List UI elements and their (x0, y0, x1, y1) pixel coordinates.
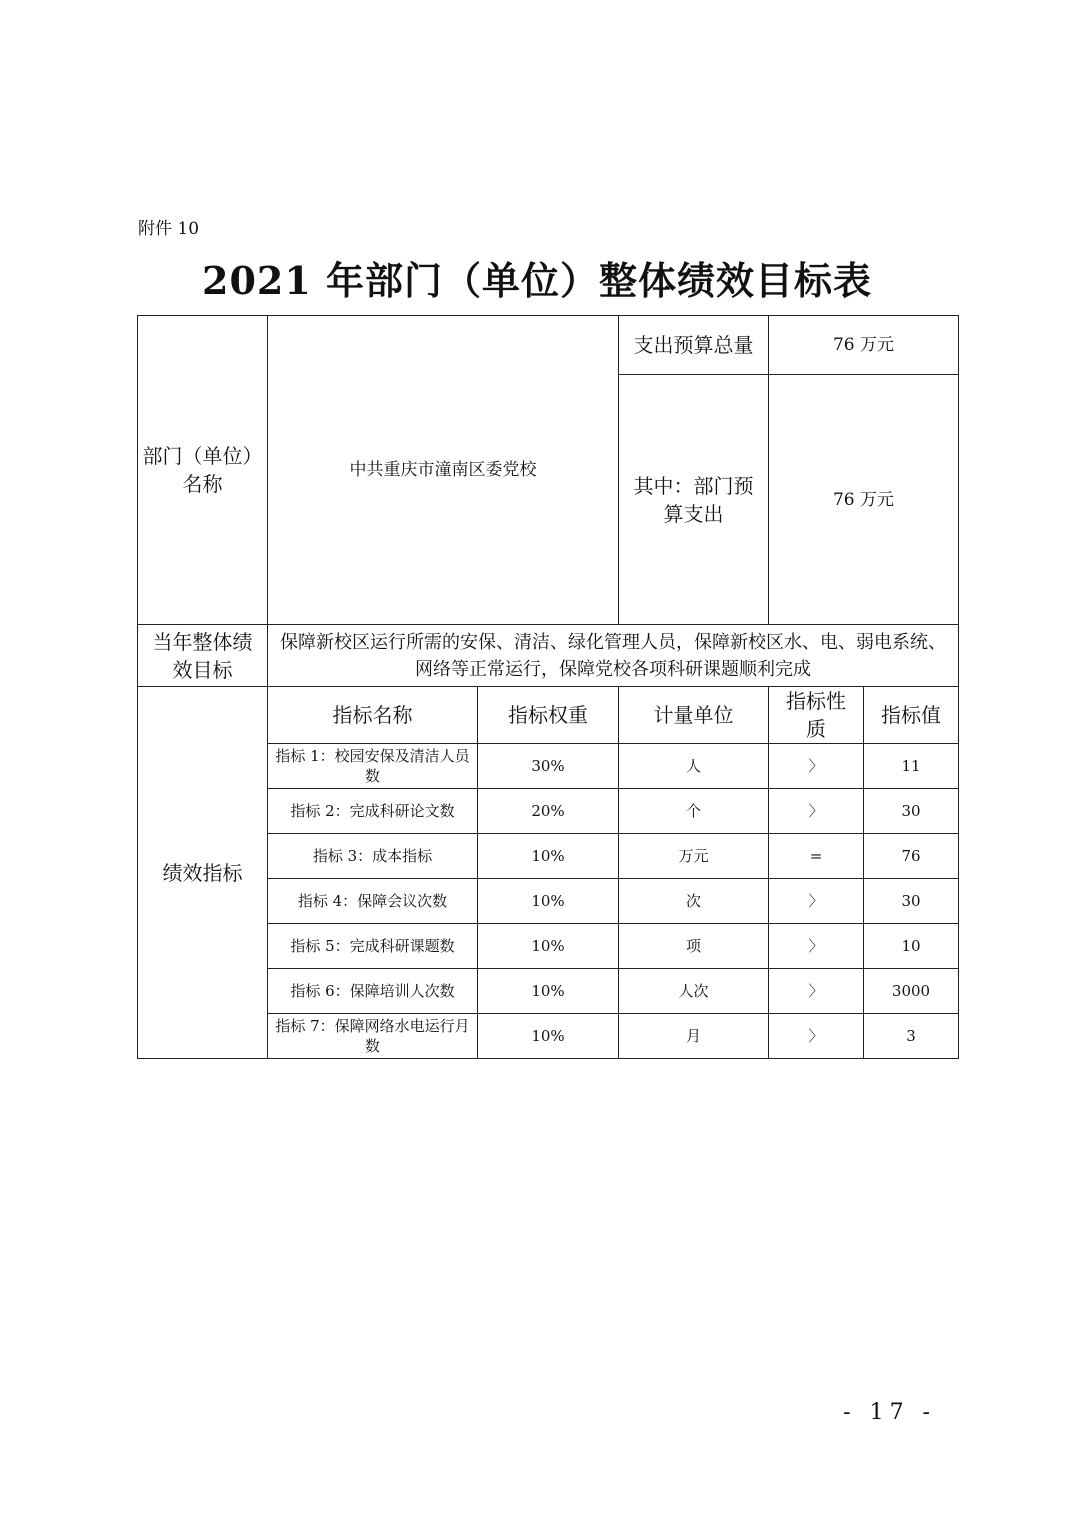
indicator-unit: 人次 (619, 969, 769, 1014)
performance-target-table (137, 315, 959, 1059)
indicator-name: 指标 1：校园安保及清洁人员数 (268, 744, 478, 789)
header-unit: 计量单位 (619, 687, 769, 744)
dept-name: 中共重庆市潼南区委党校 (349, 460, 537, 480)
header-name: 指标名称 (268, 687, 478, 744)
indicators-section-label: 绩效指标 (162, 860, 243, 885)
indicator-value: 3 (864, 1014, 959, 1059)
indicator-weight: 10% (478, 1014, 619, 1059)
indicator-nature: 〉 (769, 969, 864, 1014)
indicator-name: 指标 2：完成科研论文数 (268, 789, 478, 834)
dept-label: 部门（单位）名称 (142, 444, 263, 496)
indicator-name: 指标 7：保障网络水电运行月数 (268, 1014, 478, 1059)
indicator-unit: 万元 (619, 834, 769, 879)
attachment-label: 附件 10 (138, 219, 200, 239)
header-nature: 指标性质 (769, 687, 864, 744)
indicator-nature: 〉 (769, 744, 864, 789)
goal-label: 当年整体绩效目标 (152, 629, 253, 682)
goal-text-cell (268, 625, 959, 687)
indicator-value: 3000 (864, 969, 959, 1014)
indicator-value: 30 (864, 789, 959, 834)
indicator-weight: 10% (478, 969, 619, 1014)
indicator-nature: 〉 (769, 1014, 864, 1059)
indicator-name: 指标 3：成本指标 (268, 834, 478, 879)
indicator-unit: 个 (619, 789, 769, 834)
indicator-weight: 10% (478, 834, 619, 879)
indicator-unit: 次 (619, 879, 769, 924)
indicators-section-cell (138, 687, 268, 1059)
budget-dept-label-cell (619, 375, 769, 625)
budget-dept-value-cell (769, 375, 959, 625)
indicator-weight: 10% (478, 879, 619, 924)
indicator-value: 10 (864, 924, 959, 969)
budget-total-label: 支出预算总量 (633, 333, 754, 357)
budget-dept-label: 其中：部门预算支出 (633, 473, 754, 526)
indicator-unit: 项 (619, 924, 769, 969)
budget-total-value-cell (769, 316, 959, 375)
indicator-unit: 人 (619, 744, 769, 789)
dept-label-cell (138, 316, 268, 625)
indicator-value: 76 (864, 834, 959, 879)
indicator-name: 指标 6：保障培训人次数 (268, 969, 478, 1014)
indicator-value: 30 (864, 879, 959, 924)
budget-total-value: 76 万元 (832, 335, 895, 355)
page-number: - 17 - (843, 1400, 936, 1425)
indicator-nature: = (769, 834, 864, 879)
indicator-unit: 月 (619, 1014, 769, 1059)
indicator-weight: 10% (478, 924, 619, 969)
goal-label-cell (138, 625, 268, 687)
indicator-weight: 20% (478, 789, 619, 834)
indicator-weight: 30% (478, 744, 619, 789)
indicator-name: 指标 4：保障会议次数 (268, 879, 478, 924)
indicator-nature: 〉 (769, 879, 864, 924)
header-weight: 指标权重 (478, 687, 619, 744)
page-title: 2021 年部门（单位）整体绩效目标表 (202, 258, 872, 303)
indicator-name: 指标 5：完成科研课题数 (268, 924, 478, 969)
header-value: 指标值 (864, 687, 959, 744)
indicator-nature: 〉 (769, 789, 864, 834)
budget-total-label-cell (619, 316, 769, 375)
indicator-value: 11 (864, 744, 959, 789)
dept-name-cell (268, 316, 619, 625)
indicator-nature: 〉 (769, 924, 864, 969)
goal-text: 保障新校区运行所需的安保、清洁、绿化管理人员，保障新校区水、电、弱电系统、网络等正常运行，保障党校各项科研课题顺利完成 (280, 631, 946, 680)
budget-dept-value: 76 万元 (832, 489, 895, 510)
